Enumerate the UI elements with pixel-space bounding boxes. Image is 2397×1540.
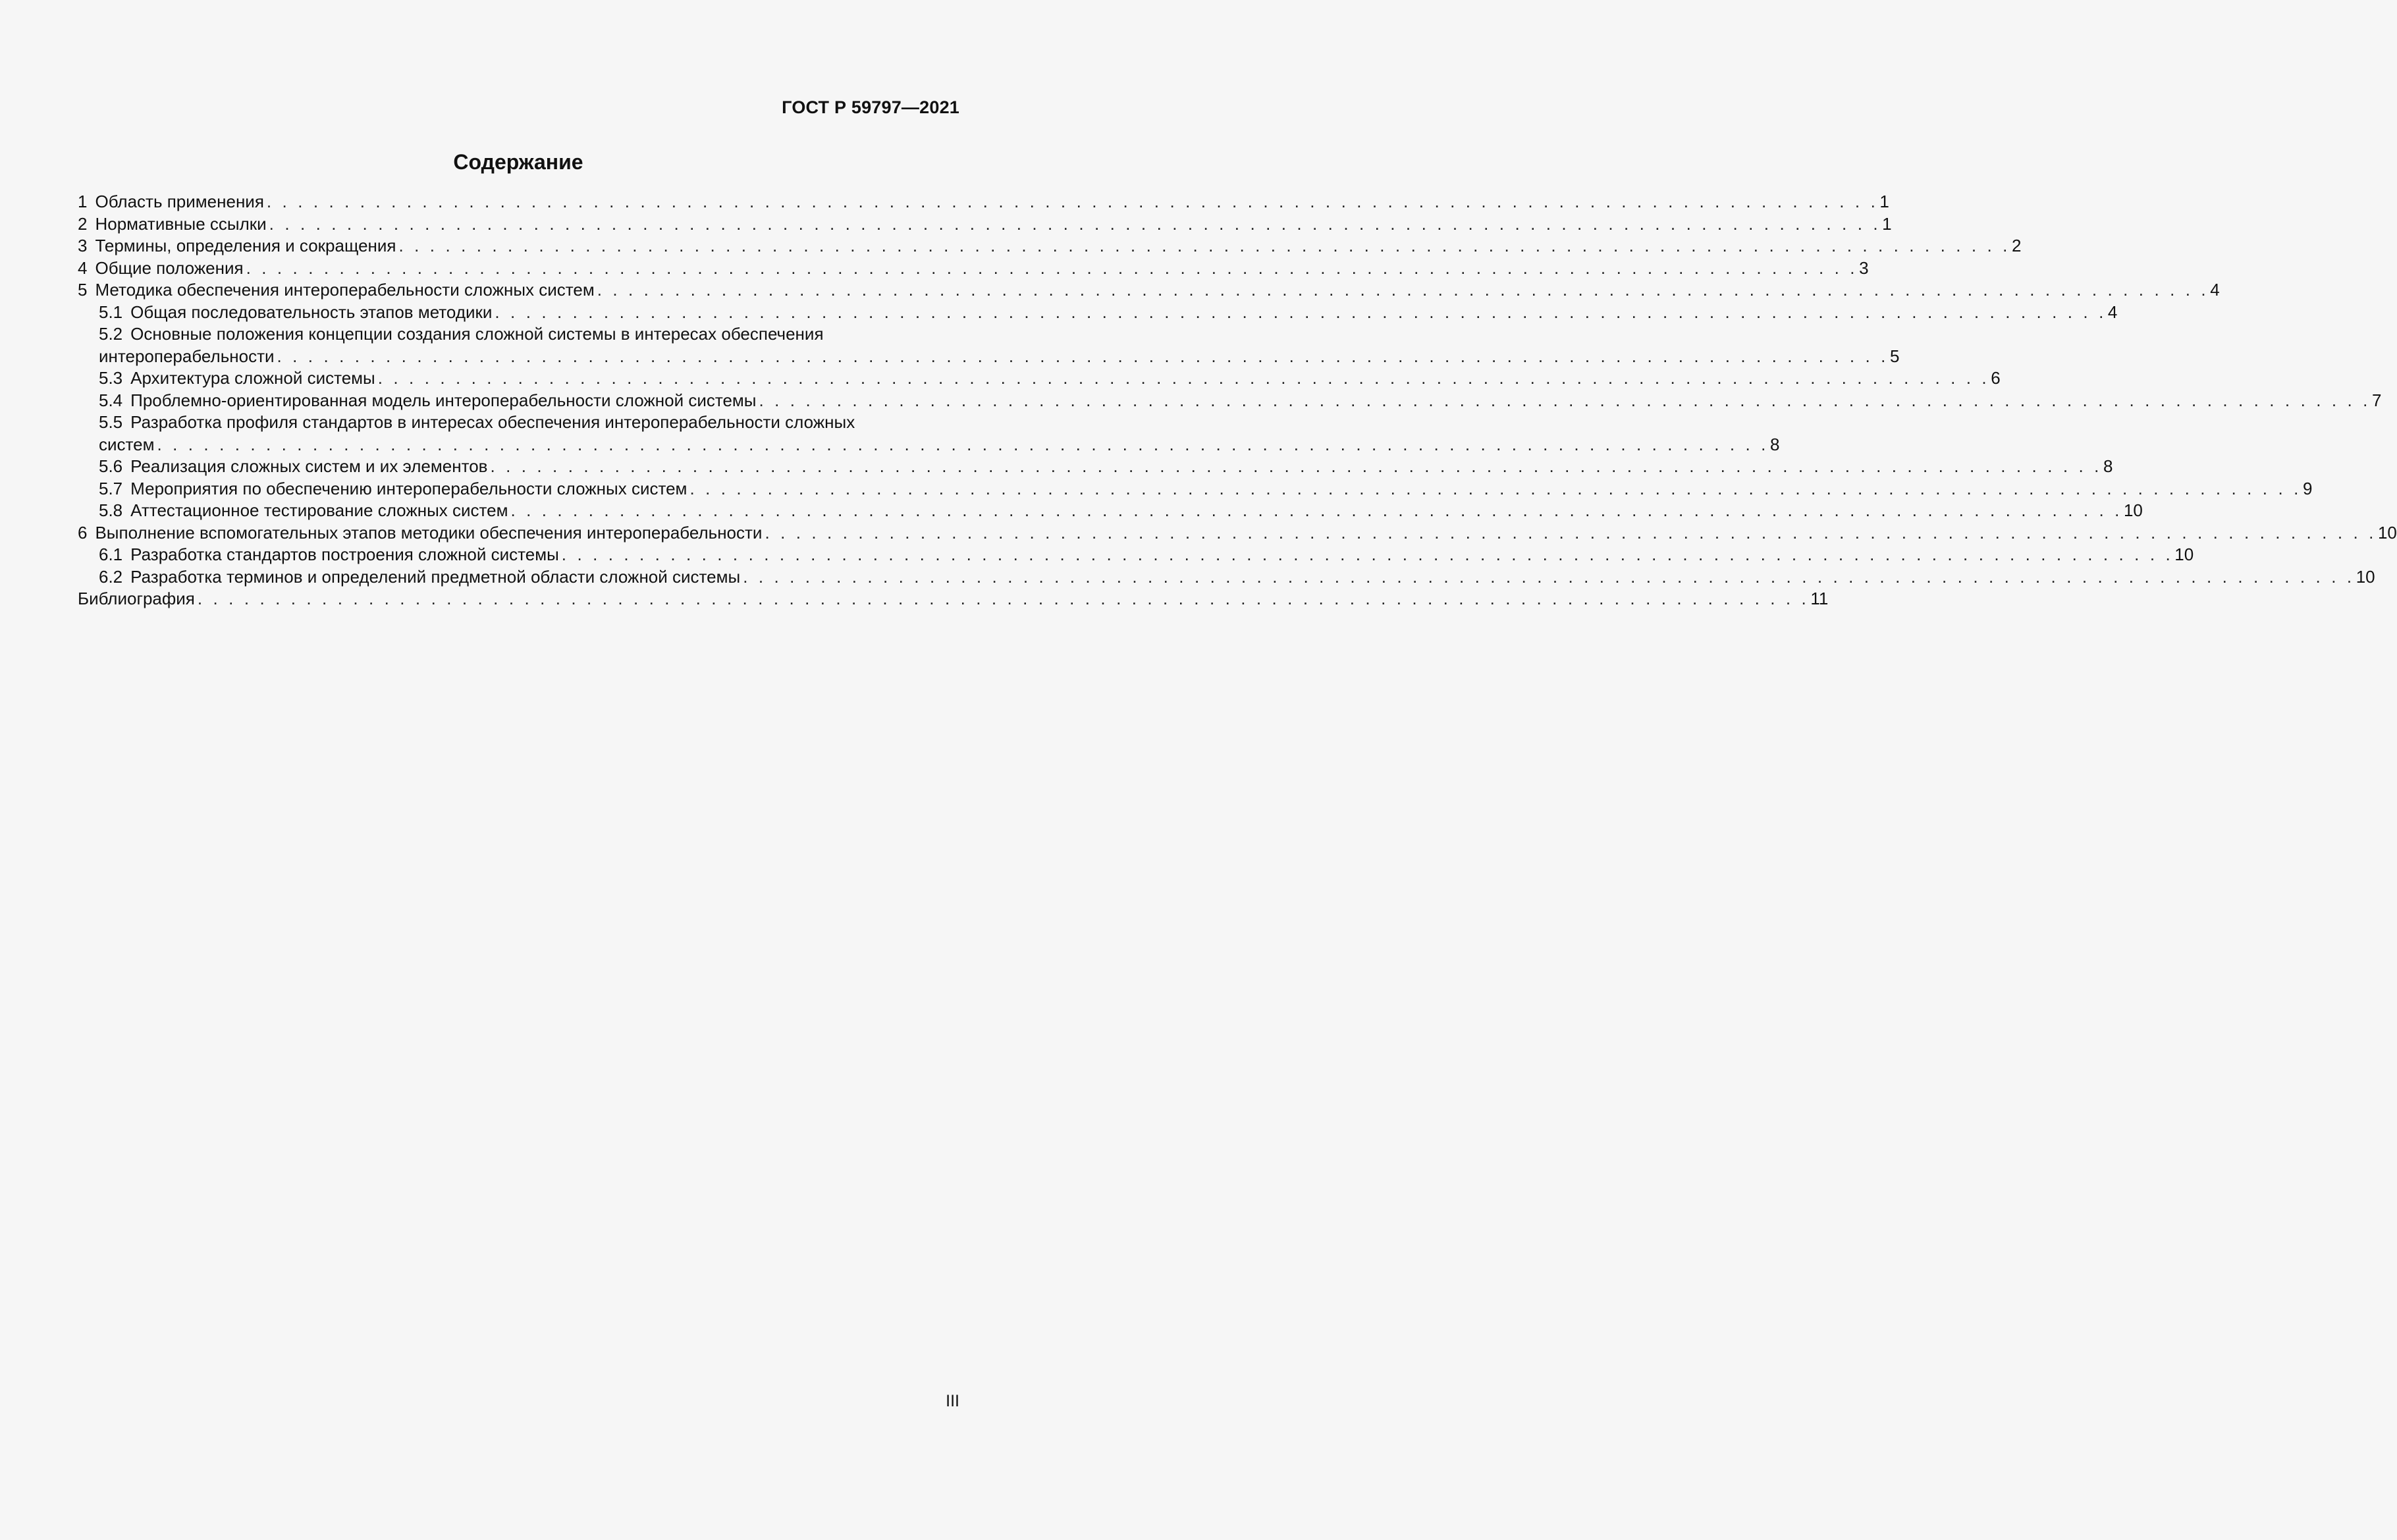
toc-entry-page: 4 bbox=[2107, 302, 2118, 322]
toc-entry-page: 8 bbox=[2103, 456, 2113, 476]
toc-leader-dots: . . . . . . . . . . . . . . . . . . . . . . . . . . . . . . . . . . . . . . . . . . . . . . . . . . . . . . . . . . . . . . . . . . . . . . . . . . . . . . . . . . . . . . . . . . . . . . . . . . . . . . . . bbox=[277, 346, 1889, 366]
toc-leader-dots: . . . . . . . . . . . . . . . . . . . . . . . . . . . . . . . . . . . . . . . . . . . . . . . . . . . . . . . . . . . . . . . . . . . . . . . . . . . . . . . . . . . . . . . . . . . . . . . . . . . . . . . . bbox=[197, 589, 1810, 608]
toc-entry-text bbox=[99, 434, 154, 456]
toc-entry-label: Аттестационное тестирование сложных систем bbox=[130, 500, 508, 520]
toc-entry[interactable] bbox=[78, 478, 2313, 500]
toc-entry-page: 8 bbox=[1769, 434, 1780, 454]
toc-entry-first-line bbox=[99, 323, 959, 346]
toc-entry-text bbox=[78, 588, 195, 610]
toc-entry-page: 11 bbox=[1810, 589, 1829, 608]
toc-entry[interactable] bbox=[78, 323, 1900, 367]
toc-entry-text bbox=[99, 544, 559, 566]
toc-entry-label: Общие положения bbox=[95, 257, 244, 278]
toc-entry-page: 9 bbox=[2302, 478, 2313, 498]
toc-entry[interactable] bbox=[78, 522, 2397, 544]
toc-entry-label: Методика обеспечения интероперабельности сложных систем bbox=[95, 280, 595, 300]
toc-entry-label: Выполнение вспомогательных этапов методики обеспечения интероперабельности bbox=[95, 522, 763, 543]
toc-entry-number: 6.2 bbox=[99, 566, 123, 587]
toc-entry[interactable] bbox=[78, 279, 2220, 302]
toc-entry[interactable] bbox=[78, 367, 2001, 390]
toc-entry-number: 5.2 bbox=[99, 324, 123, 344]
toc-entry-row bbox=[78, 588, 1829, 610]
toc-entry-number: 1 bbox=[78, 192, 88, 211]
toc-entry-number: 3 bbox=[78, 236, 88, 255]
toc-entry-label: Термины, определения и сокращения bbox=[95, 236, 396, 255]
toc-entry[interactable] bbox=[78, 213, 1892, 236]
toc-entry-page: 10 bbox=[2123, 500, 2143, 520]
toc-entry-page: 7 bbox=[2372, 390, 2382, 410]
toc-leader-dots: . . . . . . . . . . . . . . . . . . . . . . . . . . . . . . . . . . . . . . . . . . . . . . . . . . . . . . . . . . . . . . . . . . . . . . . . . . . . . . . . . . . . . . . . . . . . . . . . . . . . . . . . bbox=[377, 368, 1990, 388]
toc-entry-row bbox=[99, 456, 2113, 478]
toc-entry-page: 10 bbox=[2174, 544, 2194, 564]
toc-entry-label: Общая последовательность этапов методики bbox=[130, 302, 493, 322]
toc-entry-page: 1 bbox=[1879, 192, 1889, 211]
toc-leader-dots: . . . . . . . . . . . . . . . . . . . . . . . . . . . . . . . . . . . . . . . . . . . . . . . . . . . . . . . . . . . . . . . . . . . . . . . . . . . . . . . . . . . . . . . . . . . . . . . . . . . . . . . . bbox=[597, 280, 2209, 300]
toc-leader-dots: . . . . . . . . . . . . . . . . . . . . . . . . . . . . . . . . . . . . . . . . . . . . . . . . . . . . . . . . . . . . . . . . . . . . . . . . . . . . . . . . . . . . . . . . . . . . . . . . . . . . . . . . bbox=[759, 390, 2371, 410]
toc-entry-row bbox=[99, 302, 2118, 324]
table-of-contents bbox=[78, 191, 2397, 610]
toc-entry-text bbox=[99, 346, 275, 368]
toc-entry[interactable] bbox=[78, 456, 2113, 478]
toc-entry[interactable] bbox=[78, 412, 1780, 456]
toc-entry-text bbox=[99, 566, 740, 589]
toc-entry-first-line bbox=[99, 412, 959, 434]
toc-entry-label: Основные положения концепции создания сложной системы в интересах обеспечения bbox=[130, 324, 824, 344]
toc-entry-text bbox=[99, 367, 375, 390]
toc-entry-label: Нормативные ссылки bbox=[95, 213, 267, 234]
toc-entry-label-continuation: систем bbox=[99, 434, 155, 454]
toc-entry-label: Библиография bbox=[78, 589, 195, 608]
toc-entry-page: 10 bbox=[2356, 566, 2375, 587]
toc-entry-row bbox=[78, 213, 1892, 236]
toc-entry-label: Реализация сложных систем и их элементов bbox=[130, 456, 488, 476]
toc-entry[interactable] bbox=[78, 302, 2118, 324]
toc-entry-text bbox=[99, 390, 757, 412]
toc-entry[interactable] bbox=[78, 566, 2375, 589]
toc-entry-label: Мероприятия по обеспечению интероперабельности сложных систем bbox=[130, 478, 687, 498]
toc-entry-text bbox=[78, 257, 244, 280]
toc-entry-number: 5.5 bbox=[99, 412, 123, 432]
toc-leader-dots: . . . . . . . . . . . . . . . . . . . . . . . . . . . . . . . . . . . . . . . . . . . . . . . . . . . . . . . . . . . . . . . . . . . . . . . . . . . . . . . . . . . . . . . . . . . . . . . . . . . . . . . . bbox=[743, 566, 2355, 587]
toc-leader-dots: . . . . . . . . . . . . . . . . . . . . . . . . . . . . . . . . . . . . . . . . . . . . . . . . . . . . . . . . . . . . . . . . . . . . . . . . . . . . . . . . . . . . . . . . . . . . . . . . . . . . . . . . bbox=[561, 544, 2174, 564]
toc-entry-row bbox=[78, 191, 1889, 213]
toc-entry-row bbox=[78, 235, 2022, 257]
toc-entry-label: Проблемно-ориентированная модель интероперабельности сложной системы bbox=[130, 390, 757, 410]
toc-leader-dots: . . . . . . . . . . . . . . . . . . . . . . . . . . . . . . . . . . . . . . . . . . . . . . . . . . . . . . . . . . . . . . . . . . . . . . . . . . . . . . . . . . . . . . . . . . . . . . . . . . . . . . . . bbox=[495, 302, 2107, 322]
toc-entry-row bbox=[99, 367, 2001, 390]
toc-entry-row bbox=[78, 279, 2220, 302]
toc-entry-number: 5.6 bbox=[99, 456, 123, 476]
toc-entry-label: Архитектура сложной системы bbox=[130, 368, 375, 388]
toc-entry-text bbox=[99, 500, 508, 522]
toc-entry-text bbox=[78, 522, 762, 544]
toc-leader-dots: . . . . . . . . . . . . . . . . . . . . . . . . . . . . . . . . . . . . . . . . . . . . . . . . . . . . . . . . . . . . . . . . . . . . . . . . . . . . . . . . . . . . . . . . . . . . . . . . . . . . . . . . bbox=[510, 500, 2122, 520]
toc-entry-row bbox=[99, 346, 1900, 368]
toc-leader-dots: . . . . . . . . . . . . . . . . . . . . . . . . . . . . . . . . . . . . . . . . . . . . . . . . . . . . . . . . . . . . . . . . . . . . . . . . . . . . . . . . . . . . . . . . . . . . . . . . . . . . . . . . bbox=[157, 434, 1769, 454]
toc-entry-page: 6 bbox=[1991, 368, 2001, 388]
toc-entry-page: 2 bbox=[2012, 236, 2022, 255]
toc-entry-label-continuation: интероперабельности bbox=[99, 346, 275, 366]
toc-entry[interactable] bbox=[78, 235, 2022, 257]
toc-entry-row bbox=[99, 478, 2313, 500]
toc-entry-page: 10 bbox=[2377, 522, 2397, 543]
toc-entry-text bbox=[99, 302, 492, 324]
toc-entry-text bbox=[78, 191, 264, 213]
toc-entry-row bbox=[99, 390, 2382, 412]
toc-entry-row bbox=[99, 500, 2143, 522]
toc-entry[interactable] bbox=[78, 500, 2143, 522]
toc-title: Содержание bbox=[453, 150, 583, 174]
toc-leader-dots: . . . . . . . . . . . . . . . . . . . . . . . . . . . . . . . . . . . . . . . . . . . . . . . . . . . . . . . . . . . . . . . . . . . . . . . . . . . . . . . . . . . . . . . . . . . . . . . . . . . . . . . . bbox=[689, 478, 2302, 498]
document-header-code: ГОСТ Р 59797—2021 bbox=[782, 97, 959, 117]
toc-entry-page: 3 bbox=[1859, 257, 1869, 278]
toc-entry-label: Разработка профиля стандартов в интересах обеспечения интероперабельности сложных bbox=[130, 412, 855, 432]
toc-leader-dots: . . . . . . . . . . . . . . . . . . . . . . . . . . . . . . . . . . . . . . . . . . . . . . . . . . . . . . . . . . . . . . . . . . . . . . . . . . . . . . . . . . . . . . . . . . . . . . . . . . . . . . . . bbox=[765, 522, 2377, 543]
toc-entry-row bbox=[99, 544, 2194, 566]
toc-entry-number: 4 bbox=[78, 257, 88, 278]
toc-entry-number: 5.3 bbox=[99, 368, 123, 388]
toc-leader-dots: . . . . . . . . . . . . . . . . . . . . . . . . . . . . . . . . . . . . . . . . . . . . . . . . . . . . . . . . . . . . . . . . . . . . . . . . . . . . . . . . . . . . . . . . . . . . . . . . . . . . . . . . bbox=[269, 213, 1881, 234]
toc-entry-number: 6.1 bbox=[99, 544, 123, 564]
toc-entry-row bbox=[99, 566, 2375, 589]
toc-leader-dots: . . . . . . . . . . . . . . . . . . . . . . . . . . . . . . . . . . . . . . . . . . . . . . . . . . . . . . . . . . . . . . . . . . . . . . . . . . . . . . . . . . . . . . . . . . . . . . . . . . . . . . . . bbox=[246, 257, 1858, 278]
toc-entry-text bbox=[99, 478, 687, 500]
page-number: III bbox=[946, 1392, 959, 1410]
toc-entry-page: 4 bbox=[2210, 280, 2220, 300]
toc-entry-page: 1 bbox=[1882, 213, 1892, 234]
toc-entry[interactable] bbox=[78, 544, 2194, 566]
toc-entry-text bbox=[99, 456, 487, 478]
toc-entry[interactable] bbox=[78, 191, 1889, 213]
toc-entry-label: Область применения bbox=[95, 192, 264, 211]
toc-entry-label: Разработка терминов и определений предметной области сложной системы bbox=[130, 566, 741, 587]
toc-entry-text bbox=[78, 213, 267, 236]
toc-entry[interactable] bbox=[78, 257, 1869, 280]
toc-entry-number: 5.8 bbox=[99, 500, 123, 520]
toc-entry-label: Разработка стандартов построения сложной системы bbox=[130, 544, 559, 564]
toc-entry-text bbox=[78, 279, 595, 302]
toc-entry-number: 5.1 bbox=[99, 302, 123, 322]
toc-entry-number: 6 bbox=[78, 522, 88, 543]
toc-entry[interactable] bbox=[78, 390, 2382, 412]
toc-entry-number: 5.4 bbox=[99, 390, 123, 410]
toc-entry[interactable] bbox=[78, 588, 1829, 610]
toc-entry-row bbox=[99, 434, 1780, 456]
toc-entry-number: 5.7 bbox=[99, 478, 123, 498]
toc-entry-page: 5 bbox=[1890, 346, 1900, 366]
toc-entry-row bbox=[78, 257, 1869, 280]
toc-leader-dots: . . . . . . . . . . . . . . . . . . . . . . . . . . . . . . . . . . . . . . . . . . . . . . . . . . . . . . . . . . . . . . . . . . . . . . . . . . . . . . . . . . . . . . . . . . . . . . . . . . . . . . . . bbox=[490, 456, 2102, 476]
toc-entry-row bbox=[78, 522, 2397, 544]
toc-leader-dots: . . . . . . . . . . . . . . . . . . . . . . . . . . . . . . . . . . . . . . . . . . . . . . . . . . . . . . . . . . . . . . . . . . . . . . . . . . . . . . . . . . . . . . . . . . . . . . . . . . . . . . . . bbox=[398, 236, 2010, 255]
toc-entry-text bbox=[78, 235, 396, 257]
toc-entry-number: 2 bbox=[78, 213, 88, 234]
toc-entry-number: 5 bbox=[78, 280, 88, 300]
toc-leader-dots: . . . . . . . . . . . . . . . . . . . . . . . . . . . . . . . . . . . . . . . . . . . . . . . . . . . . . . . . . . . . . . . . . . . . . . . . . . . . . . . . . . . . . . . . . . . . . . . . . . . . . . . . bbox=[266, 192, 1879, 211]
